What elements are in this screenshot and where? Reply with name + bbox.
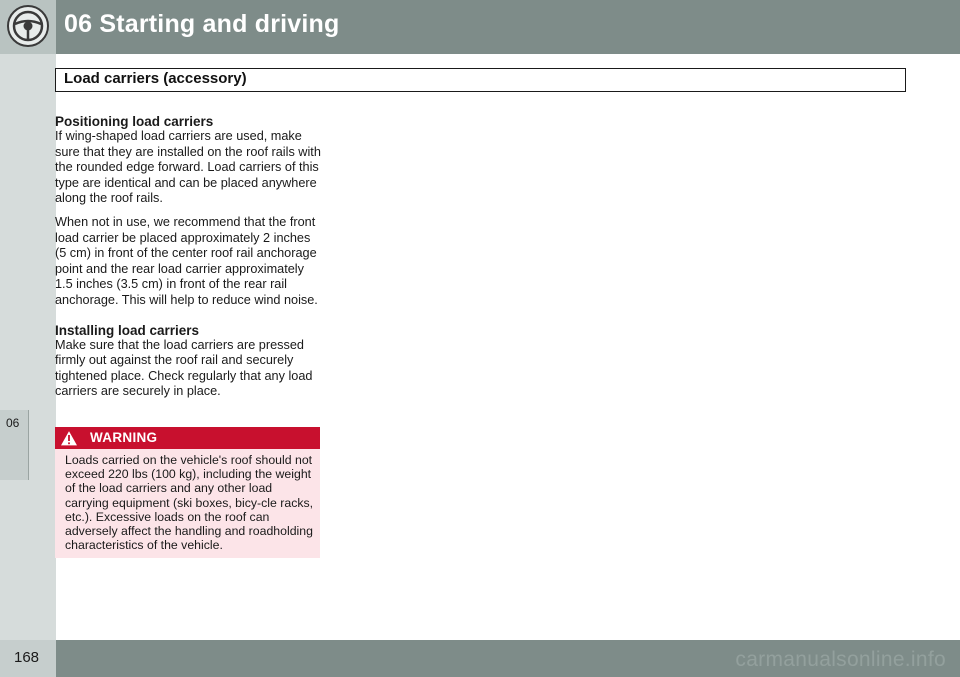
positioning-paragraph-1: If wing-shaped load carriers are used, make sure that they are installed on the roof rails with the rounded edge forward. Load carriers of this type are identical and can be placed anywhere along the roof rails. bbox=[55, 129, 321, 206]
positioning-paragraph-2: When not in use, we recommend that the front load carrier be placed approximately 2 inches (5 cm) in front of the center roof rail anchorage point and the rear load carrier approximately 1.5 inches (3.5 cm) in front of the rear rail anchorage. This will help to reduce wind noise. bbox=[55, 214, 318, 307]
section-title-box bbox=[55, 68, 906, 92]
warning-box bbox=[55, 427, 320, 558]
chapter-title: 06 Starting and driving bbox=[64, 10, 340, 38]
side-strip bbox=[0, 54, 56, 640]
chapter-tab-label: 06 bbox=[6, 416, 20, 430]
warning-triangle-icon bbox=[59, 429, 79, 447]
section-title: Load carriers (accessory) bbox=[64, 70, 247, 87]
page-number: 168 bbox=[14, 649, 40, 666]
content-column bbox=[55, 114, 323, 408]
positioning-heading: Positioning load carriers bbox=[55, 114, 214, 129]
watermark: carmanualsonline.info bbox=[735, 648, 946, 671]
installing-heading: Installing load carriers bbox=[55, 322, 200, 338]
installing-paragraph: Make sure that the load carriers are pressed firmly out against the roof rail and securely tightened place. Check regularly that any load carriers are securely in place. bbox=[55, 337, 313, 399]
steering-wheel-icon bbox=[6, 4, 50, 48]
warning-header bbox=[55, 427, 320, 449]
warning-text: Loads carried on the vehicle's roof should not exceed 220 lbs (100 kg), including the weight of the load carriers and any other load carrying equipment (ski boxes, bicy-cle racks, etc.). Excessive loads on the roof can adversely affect the handling and roadholding characteristics of the vehicle. bbox=[65, 453, 314, 553]
warning-label: WARNING bbox=[90, 430, 158, 445]
